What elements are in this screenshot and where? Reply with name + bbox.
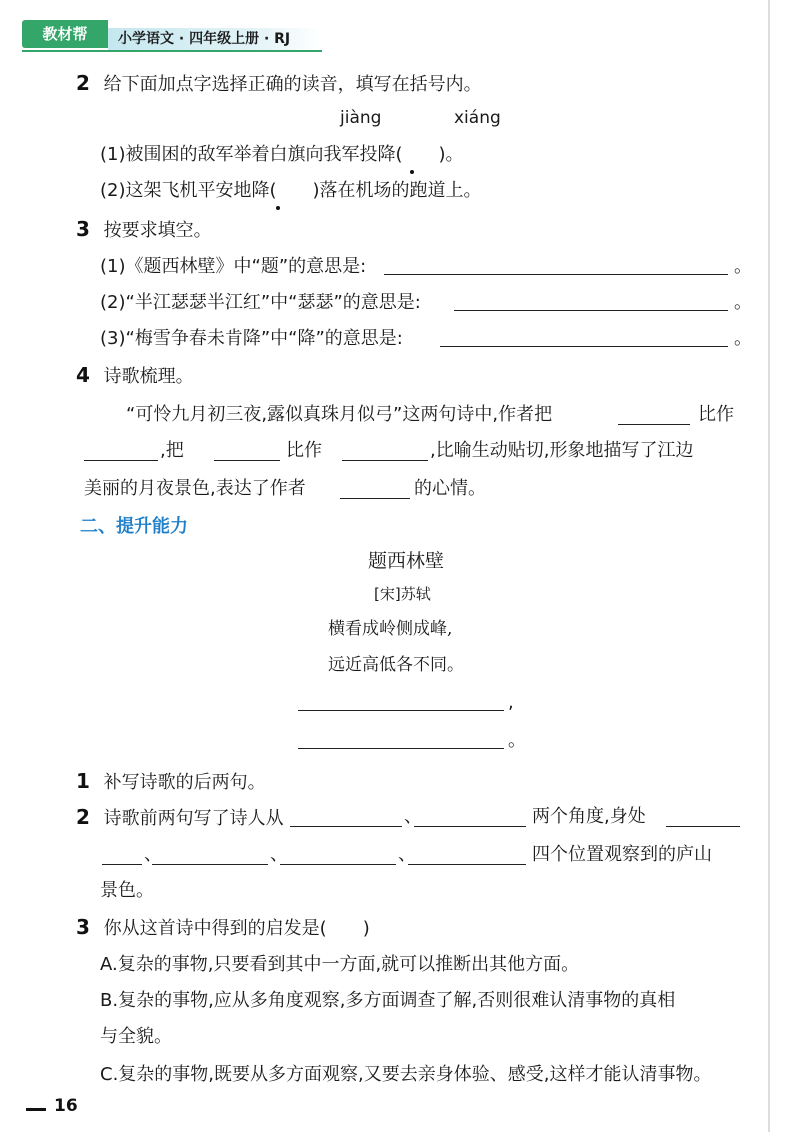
- q4-text-2a: ,把: [160, 440, 184, 461]
- p2-blank-6[interactable]: [408, 844, 526, 865]
- q3-item-2-blank[interactable]: [454, 290, 728, 311]
- page-number: 16: [54, 1096, 78, 1116]
- poem-blank-4[interactable]: [298, 728, 504, 749]
- p3-option-c: C.复杂的事物,既要从多方面观察,又要去亲身体验、感受,这样才能认清事物。: [100, 1064, 712, 1085]
- p2-blank-4[interactable]: [152, 844, 268, 865]
- p2-blank-1[interactable]: [290, 806, 402, 827]
- p3-number: 3: [76, 915, 90, 939]
- q4-text-2c: ,比喻生动贴切,形象地描写了江边: [430, 440, 694, 461]
- q2-option-jiang: jiàng: [340, 108, 382, 128]
- q2-prompt: 给下面加点字选择正确的读音，填写在括号内。: [103, 74, 482, 95]
- header-badge: 教材帮: [22, 20, 108, 48]
- q3-item-1-end: 。: [734, 256, 752, 277]
- q4-text-1a: “可怜九月初三夜,露似真珠月似弓”这两句诗中,作者把: [126, 404, 553, 425]
- q3-item-1: [100, 254, 366, 280]
- p2-blank-5[interactable]: [280, 844, 396, 865]
- q2-item-2: [100, 178, 482, 204]
- q3-line: [76, 216, 212, 244]
- p1-line: [76, 768, 266, 796]
- emphasis-dot: [276, 206, 280, 210]
- q4-blank-2[interactable]: [84, 440, 158, 461]
- p3-close: ): [362, 918, 370, 939]
- q3-item-2: [100, 290, 421, 316]
- q4-blank-1[interactable]: [618, 404, 690, 425]
- q3-number: 3: [76, 217, 90, 241]
- p2-blank-3-cont[interactable]: [102, 844, 142, 865]
- q3-item-1-text: (1)《题西林壁》中“题”的意思是:: [100, 256, 367, 277]
- q2-item-1-text: (1)被围困的敌军举着白旗向我军投降(: [100, 144, 403, 165]
- q2-item-1: [100, 142, 464, 168]
- q4-blank-5[interactable]: [340, 478, 410, 499]
- p1-text: 补写诗歌的后两句。: [103, 772, 266, 793]
- q3-item-3-blank[interactable]: [440, 326, 728, 347]
- q4-blank-4[interactable]: [342, 440, 428, 461]
- q4-text-1b: 比作: [698, 404, 734, 425]
- q3-item-2-end: 。: [734, 292, 752, 313]
- header-underline: [22, 50, 322, 52]
- q2-line: [76, 70, 482, 98]
- q2-number: 2: [76, 71, 90, 95]
- p2-blank-2[interactable]: [414, 806, 526, 827]
- q3-item-2-text: (2)“半江瑟瑟半江红”中“瑟瑟”的意思是:: [100, 292, 421, 313]
- p3-prompt: 你从这首诗中得到的启发是(: [103, 918, 327, 939]
- p3-option-b-cont: 与全貌。: [100, 1026, 172, 1047]
- p2-text-c: 四个位置观察到的庐山: [532, 844, 712, 865]
- p2-line: [76, 804, 284, 832]
- p1-number: 1: [76, 769, 90, 793]
- poem-line-2: 远近高低各不同。: [328, 655, 464, 675]
- poem-title: 题西林壁: [368, 550, 445, 572]
- p2-text-a: 诗歌前两句写了诗人从: [103, 808, 284, 829]
- p2-sep-2: 、: [144, 844, 162, 865]
- p3-option-b: B.复杂的事物,应从多角度观察,多方面调查了解,否则很难认清事物的真相: [100, 990, 676, 1011]
- page-dash: [26, 1108, 46, 1111]
- q4-text-2b: 比作: [286, 440, 322, 461]
- p2-sep-1: 、: [404, 806, 422, 827]
- p2-sep-3: 、: [270, 844, 288, 865]
- q4-blank-3[interactable]: [214, 440, 280, 461]
- poem-author: [宋]苏轼: [374, 585, 431, 603]
- q3-item-1-blank[interactable]: [384, 254, 728, 275]
- p2-number: 2: [76, 805, 90, 829]
- q3-prompt: 按要求填空。: [103, 220, 212, 241]
- poem-blank-4-end: 。: [508, 730, 526, 751]
- q4-line: [76, 362, 194, 390]
- poem-blank-3[interactable]: [298, 690, 504, 711]
- q4-prompt: 诗歌梳理。: [103, 366, 194, 387]
- p2-text-d: 景色。: [100, 880, 154, 901]
- p3-line: [76, 914, 370, 942]
- page-edge: [768, 0, 770, 1132]
- q2-item-2-end: )落在机场的跑道上。: [312, 180, 482, 201]
- emphasis-dot: [410, 170, 414, 174]
- poem-line-1: 横看成岭侧成峰,: [328, 619, 453, 639]
- p2-text-b: 两个角度,身处: [532, 806, 646, 827]
- q2-item-1-end: )。: [438, 144, 464, 165]
- header-title: 小学语文 · 四年级上册 · RJ: [118, 31, 291, 47]
- q3-item-3-end: 。: [734, 328, 752, 349]
- q4-number: 4: [76, 363, 90, 387]
- q2-option-xiang: xiáng: [454, 108, 501, 128]
- p2-sep-4: 、: [398, 844, 416, 865]
- q4-text-3b: 的心情。: [414, 478, 486, 499]
- q3-item-3: [100, 326, 403, 352]
- q4-text-3a: 美丽的月夜景色,表达了作者: [84, 478, 306, 499]
- poem-blank-3-end: ,: [508, 692, 514, 713]
- p3-option-a: A.复杂的事物,只要看到其中一方面,就可以推断出其他方面。: [100, 954, 580, 975]
- section-2-title: 二、提升能力: [80, 516, 188, 537]
- q2-item-2-text: (2)这架飞机平安地降(: [100, 180, 277, 201]
- q3-item-3-text: (3)“梅雪争春未肯降”中“降”的意思是:: [100, 328, 403, 349]
- p2-blank-3[interactable]: [666, 806, 740, 827]
